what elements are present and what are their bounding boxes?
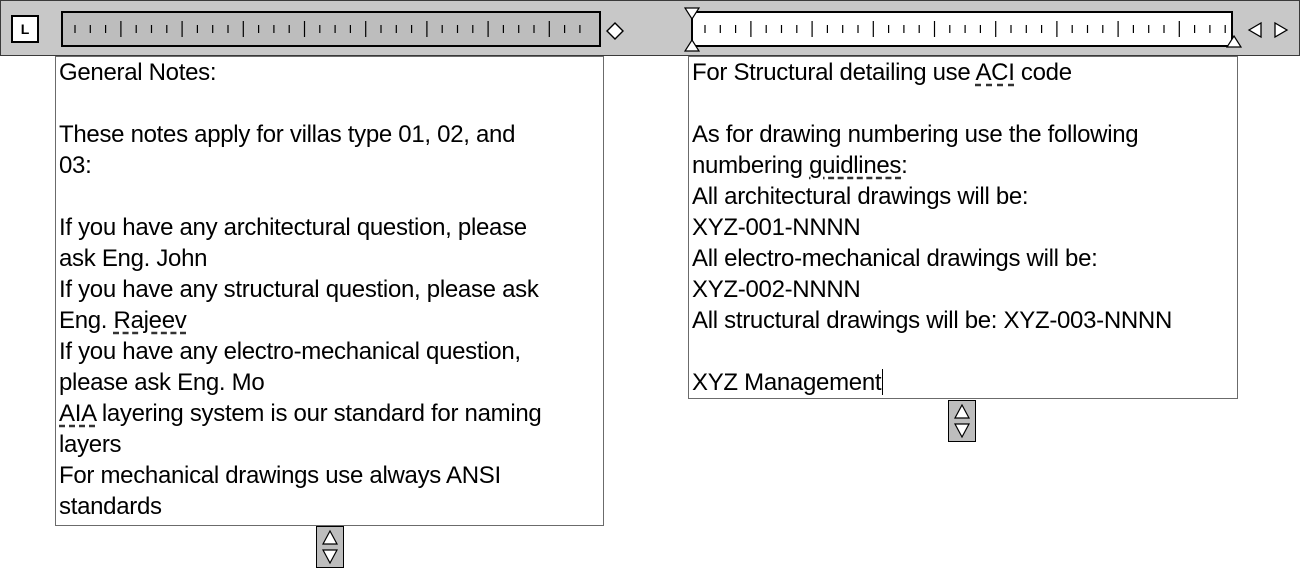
text-run: XYZ-001-NNNN	[692, 214, 861, 241]
text-line	[56, 398, 603, 429]
text-line	[56, 119, 603, 150]
left-text-column[interactable]	[55, 56, 604, 526]
left-column-ruler[interactable]	[61, 11, 601, 47]
text-line	[56, 491, 603, 522]
text-line	[689, 336, 1237, 367]
text-line	[56, 88, 603, 119]
text-line	[56, 274, 603, 305]
indent-markers-icon[interactable]	[684, 7, 700, 53]
tab-type-button[interactable]	[11, 15, 39, 43]
text-run: :	[901, 152, 908, 179]
text-run: If you have any architectural question, please	[59, 214, 527, 241]
text-line	[689, 274, 1237, 305]
text-caret	[882, 369, 883, 395]
text-run: As for drawing numbering use the following	[692, 121, 1139, 148]
text-line	[689, 57, 1237, 88]
text-line	[689, 243, 1237, 274]
text-run: For Structural detailing use	[692, 59, 976, 86]
text-line	[56, 212, 603, 243]
text-run: ask Eng. John	[59, 245, 208, 272]
right-column-ruler[interactable]	[691, 11, 1233, 47]
text-line	[56, 305, 603, 336]
text-line	[689, 150, 1237, 181]
text-line	[56, 57, 603, 88]
text-run: All architectural drawings will be:	[692, 183, 1029, 210]
text-line	[689, 119, 1237, 150]
tab-type-label: L	[20, 21, 30, 37]
left-text-lines	[56, 57, 603, 522]
text-run: All electro-mechanical drawings will be:	[692, 245, 1098, 272]
misspelled-word[interactable]: ACI	[975, 59, 1015, 86]
left-ruler-ticks	[63, 13, 599, 45]
column-width-diamond-icon[interactable]	[605, 21, 625, 41]
text-run: code	[1014, 59, 1072, 86]
text-line	[689, 181, 1237, 212]
ruler-toolbar	[0, 0, 1300, 56]
height-resize-arrows-icon	[949, 401, 975, 441]
text-run: General Notes:	[59, 59, 217, 86]
text-run: 03:	[59, 152, 92, 179]
text-run: If you have any electro-mechanical question,	[59, 338, 521, 365]
text-line	[689, 88, 1237, 119]
text-run: These notes apply for villas type 01, 02, and	[59, 121, 516, 148]
text-line	[56, 367, 603, 398]
text-line	[56, 181, 603, 212]
right-text-lines	[689, 57, 1237, 398]
text-line	[56, 150, 603, 181]
right-ruler-ticks	[693, 13, 1231, 45]
text-run: layering system is our standard for naming	[95, 400, 542, 427]
right-text-column[interactable]	[688, 56, 1238, 399]
text-line	[56, 429, 603, 460]
text-run: numbering	[692, 152, 810, 179]
text-line	[689, 212, 1237, 243]
height-resize-arrows-icon	[317, 527, 343, 567]
text-line	[689, 305, 1237, 336]
text-line	[56, 460, 603, 491]
text-run: Eng.	[59, 307, 114, 334]
misspelled-word[interactable]: AIA	[59, 400, 96, 427]
misspelled-word[interactable]: Rajeev	[113, 307, 187, 334]
text-line	[56, 336, 603, 367]
misspelled-word[interactable]: guidlines	[809, 152, 902, 179]
text-run: layers	[59, 431, 122, 458]
text-run: standards	[59, 493, 162, 520]
text-run: All structural drawings will be: XYZ-003-NNNN	[692, 307, 1172, 334]
text-line	[689, 367, 1237, 398]
text-run: XYZ Management	[692, 369, 882, 396]
left-column-height-handle[interactable]	[316, 526, 344, 568]
text-line	[56, 243, 603, 274]
column-resize-arrows-icon[interactable]	[1247, 20, 1289, 40]
text-run: If you have any structural question, please ask	[59, 276, 539, 303]
text-run: please ask Eng. Mo	[59, 369, 265, 396]
text-run: XYZ-002-NNNN	[692, 276, 861, 303]
text-run: For mechanical drawings use always ANSI	[59, 462, 501, 489]
right-margin-marker-icon[interactable]	[1226, 35, 1242, 49]
right-column-height-handle[interactable]	[948, 400, 976, 442]
